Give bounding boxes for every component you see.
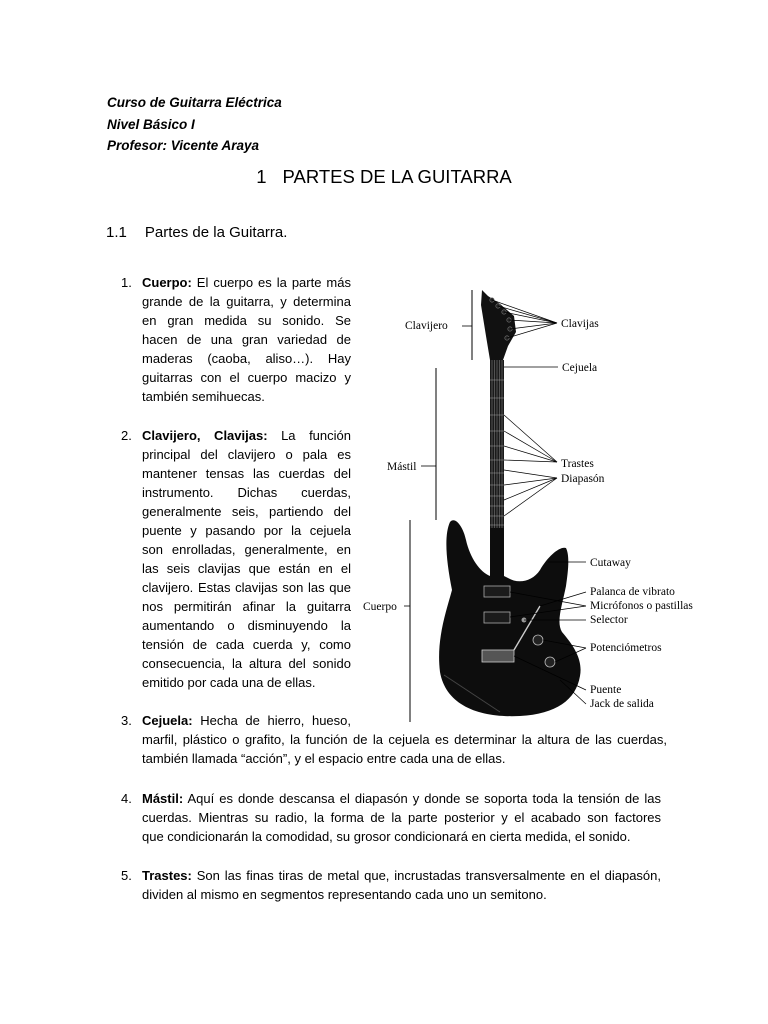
headstock [481,290,516,360]
label-palanca: Palanca de vibrato [590,586,675,598]
label-potenciometros: Potenciómetros [590,642,662,654]
section-heading [0,166,768,188]
list-item-cejuela: 3. Cejuela: Hecha de hierro, hueso, marfil, plástico o grafito, la función de la cejuela es determinar la altura de las cuerdas, también llamada “acción”, y el espacio entre cada una de ellas. [121,713,667,766]
list-item-mastil: 4. Mástil: Aquí es donde descansa el diapasón y donde se soporta toda la tensión de las cuerdas. Mientras su radio, la forma de la parte posterior y el acabado son factores que condicionarán la comodidad, su grosor condicionará en cierta medida, el sonido. [121,791,661,844]
label-selector: Selector [590,614,628,626]
course-level: Nivel Básico I [107,116,195,132]
label-cuerpo: Cuerpo [363,601,397,613]
course-title: Curso de Guitarra Eléctrica [107,95,282,110]
label-clavijero: Clavijero [405,320,448,332]
list-item-trastes: 5. Trastes: Son las finas tiras de metal que, incrustadas transversalmente en el diapasón, dividen al mismo en segmentos representando cada uno un semitono. [121,868,661,902]
course-professor: Profesor: Vicente Araya [107,138,260,153]
label-cejuela: Cejuela [562,362,598,374]
label-puente: Puente [590,684,622,696]
list-number: 2. [121,428,132,443]
list-number: 4. [121,791,132,806]
label-mastil: Mástil [387,461,417,473]
term-label: Cejuela: [142,713,193,728]
term-label: Cuerpo: [142,275,192,290]
term-label: Trastes: [142,868,192,883]
label-trastes: Trastes [561,458,594,470]
label-jack: Jack de salida [590,698,654,710]
label-cutaway: Cutaway [590,557,631,569]
list-number: 5. [121,868,132,883]
section-number: 1 [256,166,267,187]
subsection-heading [106,224,287,241]
list-number: 3. [121,713,132,728]
label-clavijas: Clavijas [561,318,599,330]
term-label: Mástil: [142,791,184,806]
subsection-title: Partes de la Guitarra. [144,224,288,241]
label-microfonos: Micrófonos o pastillas [590,600,693,612]
term-label: Clavijero, Clavijas: [142,428,268,443]
subsection-number: 1.1 [106,224,127,241]
label-diapason: Diapasón [561,473,605,485]
list-item-clavijero: 2. Clavijero, Clavijas: La función principal del clavijero o pala es mantener tensas las cuerdas del instrumento. Dichas cuerdas, generalmente seis, partiendo del puente y pasando por la cejuela son enrolladas, generalmente, en las seis clavijas que están en el clavijero. Estas clavijas son las que nos permitirán afinar la guitarra aumentando o disminuyendo la tensión de cada cuerda y, como consecuencia, la altura del sonido emitido por cada una de ellas. [121,428,351,690]
section-title: PARTES DE LA GUITARRA [282,166,512,187]
guitar-diagram [355,280,715,725]
list-item-cuerpo: 1. Cuerpo: El cuerpo es la parte más grande de la guitarra, y determina en gran medida su sonido. Se hacen de una gran variedad de maderas (caoba, aliso…). Hay guitarras con el cuerpo macizo y también semihuecas. [121,275,351,404]
course-header [107,92,282,157]
list-number: 1. [121,275,132,290]
